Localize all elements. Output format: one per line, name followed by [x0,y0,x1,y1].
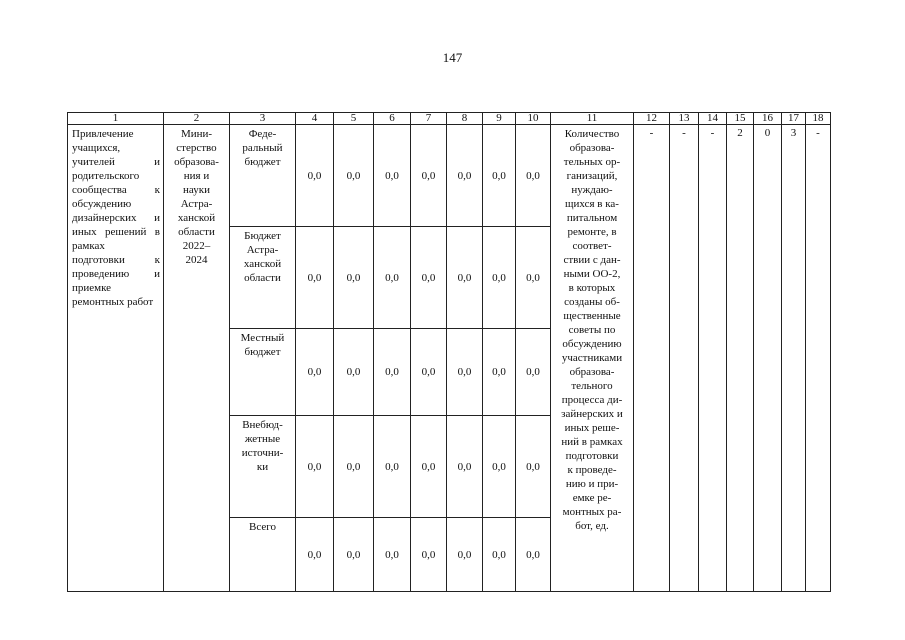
column-header: 9 [483,113,516,125]
source-label: Внебюд- жетные источни- ки [230,416,296,518]
column-header: 17 [782,113,806,125]
column-header: 3 [230,113,296,125]
column-header: 18 [806,113,831,125]
indicator-value: 0 [754,125,782,592]
source-label: Бюджет Астра- ханской области [230,227,296,329]
indicator-description: Количество образова- тельных ор- ганизаций, нуждаю- щихся в ка- питальном ремонте, в соответ- ствии с дан- ными ОО-2, в которых созданы об- щественные советы по обсуждению участниками образова- тельного процесса ди- зайнерских и иных реше- ний в рамках подготовки к проведе- нию и при- емке ре- монтных ра- бот, ед. [551,125,634,592]
funding-value: 0,0 [296,518,334,592]
column-header: 4 [296,113,334,125]
funding-value: 0,0 [374,518,411,592]
column-header: 13 [670,113,699,125]
funding-value: 0,0 [516,416,551,518]
funding-value: 0,0 [334,518,374,592]
source-label: Местный бюджет [230,329,296,416]
indicator-value: - [670,125,699,592]
column-header: 15 [727,113,754,125]
funding-value: 0,0 [411,416,447,518]
funding-value: 0,0 [411,518,447,592]
page-number: 147 [442,50,463,65]
column-header: 5 [334,113,374,125]
executor-period: Мини- стерство образова- ния и науки Астра- ханской области 2022– 2024 [164,125,230,592]
program-table [67,112,831,592]
source-label: Феде- ральный бюджет [230,125,296,227]
funding-value: 0,0 [447,329,483,416]
column-header: 14 [699,113,727,125]
funding-value: 0,0 [411,227,447,329]
column-header: 7 [411,113,447,125]
funding-value: 0,0 [516,329,551,416]
indicator-value: - [806,125,831,592]
funding-value: 0,0 [447,416,483,518]
funding-value: 0,0 [411,329,447,416]
source-row [68,125,831,227]
funding-value: 0,0 [334,227,374,329]
funding-value: 0,0 [483,125,516,227]
funding-value: 0,0 [374,416,411,518]
funding-value: 0,0 [516,227,551,329]
indicator-value: - [699,125,727,592]
funding-value: 0,0 [483,416,516,518]
funding-value: 0,0 [296,125,334,227]
column-header: 11 [551,113,634,125]
indicator-value: 3 [782,125,806,592]
indicator-value: 2 [727,125,754,592]
event-name: Привлечение учащихся, учителей и родительского сообщества к обсуждению дизайнерских и иных решений в рамках подготовки к проведению и приемке ремонтных работ [68,125,164,592]
funding-value: 0,0 [516,125,551,227]
funding-value: 0,0 [483,329,516,416]
funding-value: 0,0 [447,227,483,329]
funding-value: 0,0 [334,416,374,518]
funding-value: 0,0 [374,329,411,416]
column-header: 12 [634,113,670,125]
column-header: 8 [447,113,483,125]
column-header: 10 [516,113,551,125]
indicator-value: - [634,125,670,592]
column-header: 1 [68,113,164,125]
column-header: 2 [164,113,230,125]
funding-value: 0,0 [334,125,374,227]
funding-value: 0,0 [516,518,551,592]
funding-value: 0,0 [411,125,447,227]
funding-value: 0,0 [447,518,483,592]
header-row [68,113,831,125]
funding-value: 0,0 [296,416,334,518]
funding-value: 0,0 [334,329,374,416]
funding-value: 0,0 [296,329,334,416]
funding-value: 0,0 [374,227,411,329]
funding-value: 0,0 [447,125,483,227]
funding-value: 0,0 [483,518,516,592]
column-header: 6 [374,113,411,125]
funding-value: 0,0 [296,227,334,329]
funding-value: 0,0 [374,125,411,227]
column-header: 16 [754,113,782,125]
source-label: Всего [230,518,296,592]
funding-value: 0,0 [483,227,516,329]
